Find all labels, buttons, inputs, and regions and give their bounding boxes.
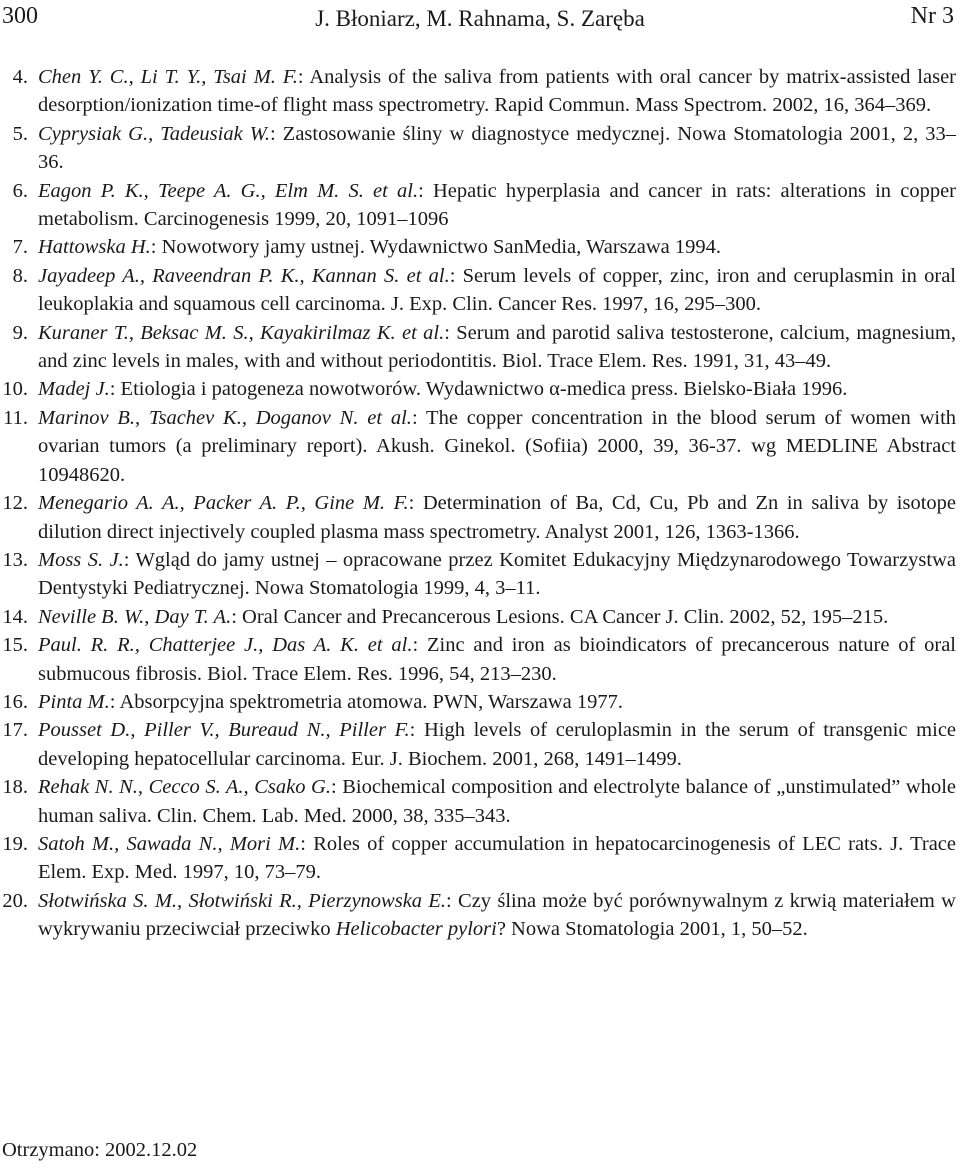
reference-number: 9. (12, 321, 28, 344)
reference-item (0, 404, 960, 489)
reference-authors: Eagon P. K., Teepe A. G., Elm M. S. et al. (38, 179, 419, 202)
reference-number: 19. (2, 832, 28, 855)
reference-text: : The copper concentration in the blood serum of women with ovarian tumors (a preliminary report). Akush. Ginekol. (Sofiia) 2000, 39, 36-37. wg MEDLINE Abstract 10948620. (38, 406, 957, 486)
reference-number: 17. (2, 719, 28, 742)
issue-number: Nr 3 (910, 3, 954, 29)
reference-text: : High levels of ceruloplasmin in the serum of transgenic mice developing hepatocellular carcinoma. Eur. J. Biochem. 2001, 268, 1491–1499. (38, 719, 957, 770)
reference-list (0, 63, 960, 944)
reference-number: 4. (12, 66, 28, 88)
page-number: 300 (2, 3, 38, 29)
reference-item (0, 177, 960, 234)
reference-authors: Kuraner T., Beksac M. S., Kayakirilmaz K. et al. (38, 321, 445, 344)
reference-item (0, 603, 960, 631)
reference-item (0, 375, 960, 403)
received-date: Otrzymano: 2002.12.02 (2, 1139, 198, 1161)
reference-authors: Paul. R. R., Chatterjee J., Das A. K. et al. (38, 634, 413, 657)
reference-number: 16. (2, 690, 28, 713)
reference-authors: Hattowska H. (38, 236, 151, 259)
reference-number: 7. (12, 236, 28, 259)
reference-text: : Wgląd do jamy ustnej – opracowane przez Komitet Edukacyjny Międzynarodowego Towarzystwa Dentystyki Pediatrycznej. Nowa Stomatologia 1999, 4, 3–11. (38, 548, 956, 600)
reference-text: : Zinc and iron as bioindicators of precancerous nature of oral submucous fibrosis. Biol. Trace Elem. Res. 1996, 54, 213–230. (38, 634, 956, 685)
reference-text: : Absorpcyjna spektrometria atomowa. PWN, Warszawa 1977. (109, 690, 623, 713)
reference-authors: Neville B. W., Day T. A. (38, 605, 232, 628)
reference-text-end: ? Nowa Stomatologia 2001, 1, 50–52. (496, 918, 808, 941)
reference-authors: Pinta M. (38, 690, 110, 713)
reference-authors: Rehak N. N., Cecco S. A., Csako G. (38, 776, 331, 799)
reference-number: 15. (2, 634, 28, 657)
reference-item (0, 262, 960, 319)
reference-number: 8. (12, 264, 28, 287)
reference-number: 12. (2, 492, 28, 515)
reference-item (0, 120, 960, 177)
reference-authors: Menegario A. A., Packer A. P., Gine M. F. (38, 492, 409, 515)
reference-italic-term: Helicobacter pylori (335, 918, 497, 941)
reference-number: 13. (2, 548, 28, 571)
reference-text: : Czy ślina może być porównywalnym z krwią materiałem w wykrywaniu przeciwciał przeciwko (38, 889, 956, 941)
reference-text: : Biochemical composition and electrolyte balance of „unstimulated” whole human saliva. Clin. Chem. Lab. Med. 2000, 38, 335–343. (38, 776, 956, 827)
reference-authors: Pousset D., Piller V., Bureaud N., Piller F. (38, 719, 410, 742)
reference-authors: Chen Y. C., Li T. Y., Tsai M. F. (38, 66, 298, 88)
reference-item (0, 546, 960, 603)
reference-number: 14. (2, 605, 28, 628)
reference-item (0, 716, 960, 773)
reference-item (0, 887, 960, 944)
reference-text: : Nowotwory jamy ustnej. Wydawnictwo SanMedia, Warszawa 1994. (150, 236, 721, 259)
reference-item (0, 233, 960, 261)
reference-number: 20. (2, 889, 28, 912)
reference-item (0, 773, 960, 830)
reference-number: 5. (12, 122, 28, 145)
reference-item (0, 830, 960, 887)
reference-item (0, 63, 960, 120)
reference-authors: Słotwińska S. M., Słotwiński R., Pierzynowska E. (38, 889, 447, 912)
reference-authors: Jayadeep A., Raveendran P. K., Kannan S. et al. (38, 264, 450, 287)
reference-text: : Zastosowanie śliny w diagnostyce medycznej. Nowa Stomatologia 2001, 2, 33–36. (38, 122, 957, 174)
reference-authors: Satoh M., Sawada N., Mori M. (38, 832, 301, 855)
reference-authors: Moss S. J. (38, 548, 124, 571)
reference-number: 18. (2, 776, 28, 799)
reference-item (0, 688, 960, 716)
reference-text: : Determination of Ba, Cd, Cu, Pb and Zn in saliva by isotope dilution direct injectively coupled plasma mass spectrometry. Analyst 2001, 126, 1363-1366. (38, 492, 956, 543)
reference-text: : Serum and parotid saliva testosterone, calcium, magnesium, and zinc levels in males, with and without periodontitis. Biol. Trace Elem. Res. 1991, 31, 43–49. (38, 321, 956, 373)
reference-number: 6. (12, 179, 28, 202)
reference-text: : Analysis of the saliva from patients with oral cancer by matrix-assisted laser desorption/ionization time-of flight mass spectrometry. Rapid Commun. Mass Spectrom. 2002, 16, 364–369. (38, 66, 956, 117)
reference-item (0, 319, 960, 376)
reference-text: : Serum levels of copper, zinc, iron and ceruplasmin in oral leukoplakia and squamous cell carcinoma. J. Exp. Clin. Cancer Res. 1997, 16, 295–300. (38, 264, 956, 316)
reference-text: : Hepatic hyperplasia and cancer in rats: alterations in copper metabolism. Carcinogenesis 1999, 20, 1091–1096 (38, 179, 956, 231)
reference-number: 10. (2, 378, 28, 401)
reference-authors: Madej J. (38, 378, 110, 401)
reference-text: : Oral Cancer and Precancerous Lesions. CA Cancer J. Clin. 2002, 52, 195–215. (231, 605, 889, 628)
reference-number: 11. (3, 406, 28, 429)
reference-text: : Roles of copper accumulation in hepatocarcinogenesis of LEC rats. J. Trace Elem. Exp. Med. 1997, 10, 73–79. (38, 832, 956, 884)
reference-authors: Marinov B., Tsachev K., Doganov N. et al. (38, 406, 412, 429)
running-head-authors: J. Błoniarz, M. Rahnama, S. Zaręba (315, 6, 645, 31)
page-header (0, 0, 960, 40)
reference-item (0, 631, 960, 688)
reference-authors: Cyprysiak G., Tadeusiak W. (38, 122, 271, 145)
reference-text: : Etiologia i patogeneza nowotworów. Wydawnictwo α-medica press. Bielsko-Biała 1996. (109, 378, 848, 401)
reference-item (0, 489, 960, 546)
